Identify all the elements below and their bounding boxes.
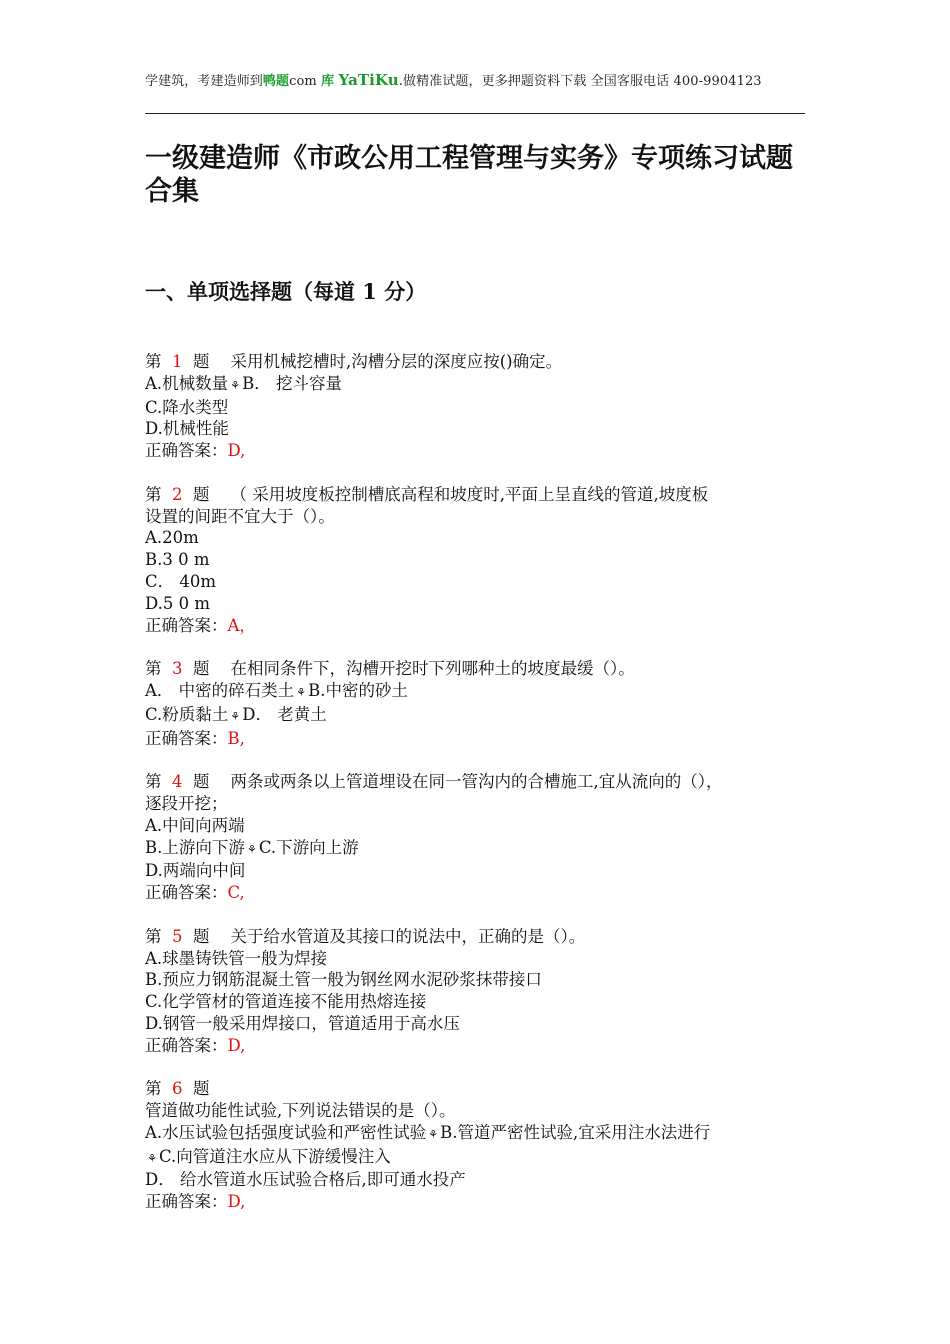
answer-line [145,1035,810,1057]
option-line [145,1146,810,1170]
question-block [145,926,810,1057]
question-block [145,484,810,637]
separator-icon: ⚘ [230,709,241,723]
option-text: B.管道严密性试验,宜采用注水法进行 [440,1122,711,1142]
document-title: 一级建造师《市政公用工程管理与实务》专项练习试题合集 [145,143,793,207]
question-prefix: 第 [145,1079,162,1099]
question-number: 4 [172,772,183,792]
option-line [145,860,810,882]
question-header [145,658,810,680]
answer-value: D, [227,1035,246,1055]
question-stem: （ 采用坡度板控制槽底高程和坡度时,平面上呈直线的管道,坡度板 [230,484,709,504]
option-line [145,1013,810,1035]
option-line [145,571,810,593]
answer-line [145,882,810,904]
question-suffix: 题 [193,772,210,792]
question-stem-continued: 管道做功能性试验,下列说法错误的是（）。 [145,1101,456,1121]
separator-icon: ⚘ [246,842,257,856]
question-number: 6 [172,1079,183,1099]
question-list [145,351,810,1235]
option-text: A.20m [145,528,199,548]
option-text: B.3 0 m [145,550,210,570]
option-line [145,704,810,728]
answer-value: D, [227,441,246,461]
option-text: C． 40m [145,571,217,591]
question-stem: 采用机械挖槽时,沟槽分层的深度应按()确定。 [230,352,563,371]
option-text: D.两端向中间 [145,861,246,881]
question-prefix: 第 [145,772,162,792]
question-header [145,926,810,948]
answer-line [145,440,810,462]
question-block [145,351,810,462]
option-line [145,1169,810,1191]
answer-line [145,1191,810,1213]
option-line [145,373,810,397]
question-stem: 在相同条件下，沟槽开挖时下列哪种土的坡度最缓（）。 [230,659,635,679]
option-line [145,418,810,440]
answer-label: 正确答案： [145,728,228,748]
header-prefix: 学建筑，考建造师到 [145,74,263,89]
option-text: C.粉质黏土 [145,704,229,724]
option-text: A.机械数量 [145,373,229,393]
answer-value: A， [227,615,256,635]
question-stem-continued: 设置的间距不宜大于（）。 [145,506,335,526]
question-suffix: 题 [193,1079,210,1099]
page-header [145,70,805,89]
question-suffix: 题 [193,484,210,504]
option-line [145,527,810,549]
answer-label: 正确答案： [145,615,228,635]
option-text: D.钢管一般采用焊接口，管道适用于高水压 [145,1013,460,1033]
separator-icon: ⚘ [230,378,241,392]
answer-value: D, [227,1192,246,1212]
option-text: B.预应力钢筋混凝土管一般为钢丝网水泥砂浆抹带接口 [145,970,542,990]
question-stem: 关于给水管道及其接口的说法中，正确的是（）。 [230,926,586,946]
option-line [145,549,810,571]
option-text: A． 中密的碎石类土 [145,680,295,700]
question-header [145,484,810,506]
separator-icon: ⚘ [147,1151,157,1165]
question-number: 2 [172,484,183,504]
option-text: A.水压试验包括强度试验和严密性试验 [145,1122,427,1142]
option-line [145,969,810,991]
option-text: B.中密的砂土 [308,680,409,700]
answer-label: 正确答案： [145,883,228,903]
option-line [145,593,810,615]
option-text: C.降水类型 [145,397,229,417]
question-suffix: 题 [193,352,210,371]
question-number: 5 [172,926,183,946]
question-stem: 两条或两条以上管道埋设在同一管沟内的合槽施工,宜从流向的（）， [230,772,723,792]
option-text: D.5 0 m [145,593,211,613]
option-text: D． 老黄土 [242,704,327,724]
option-text: B.上游向下游 [145,837,245,857]
header-suffix: .做精准试题，更多押题资料下载 全国客服电话 400-9904123 [398,74,762,89]
option-line [145,991,810,1013]
option-text: A.球墨铸铁管一般为焊接 [145,948,328,968]
separator-icon: ⚘ [296,685,307,699]
question-number: 3 [172,659,183,679]
question-block [145,1078,810,1213]
question-prefix: 第 [145,659,162,679]
answer-label: 正确答案： [145,1035,228,1055]
header-ku: 库 [321,74,335,89]
header-com: com [289,74,317,89]
question-prefix: 第 [145,926,162,946]
header-brand-en: YaTiKu [338,71,399,89]
question-stem-continued: 逐段开挖； [145,793,228,813]
answer-line [145,615,810,637]
option-text: C.化学管材的管道连接不能用热熔连接 [145,992,427,1012]
separator-icon: ⚘ [428,1127,439,1141]
answer-line [145,728,810,750]
option-line [145,397,810,419]
question-header [145,351,810,373]
question-block [145,771,810,904]
question-block [145,658,810,749]
option-text: C.向管道注水应从下游缓慢注入 [159,1146,391,1166]
option-text: D.机械性能 [145,419,229,439]
option-text: A.中间向两端 [145,815,245,835]
option-line [145,815,810,837]
question-prefix: 第 [145,352,162,371]
question-suffix: 题 [193,926,210,946]
question-header [145,1078,810,1100]
option-text: C.下游向上游 [258,837,359,857]
option-text: D． 给水管道水压试验合格后,即可通水投产 [145,1170,466,1190]
answer-label: 正确答案： [145,1192,228,1212]
question-number: 1 [172,352,183,371]
question-header [145,771,810,793]
option-line [145,680,810,704]
section-heading: 一、单项选择题（每道 1 分） [145,279,427,304]
header-brand: 鸭题 [262,74,290,89]
answer-label: 正确答案： [145,441,228,461]
question-prefix: 第 [145,484,162,504]
option-line [145,837,810,861]
option-line [145,1122,810,1146]
option-text: B． 挖斗容量 [242,373,343,393]
header-divider [145,113,805,114]
question-suffix: 题 [193,659,210,679]
answer-value: B, [227,728,245,748]
option-line [145,948,810,970]
answer-value: C, [227,883,245,903]
